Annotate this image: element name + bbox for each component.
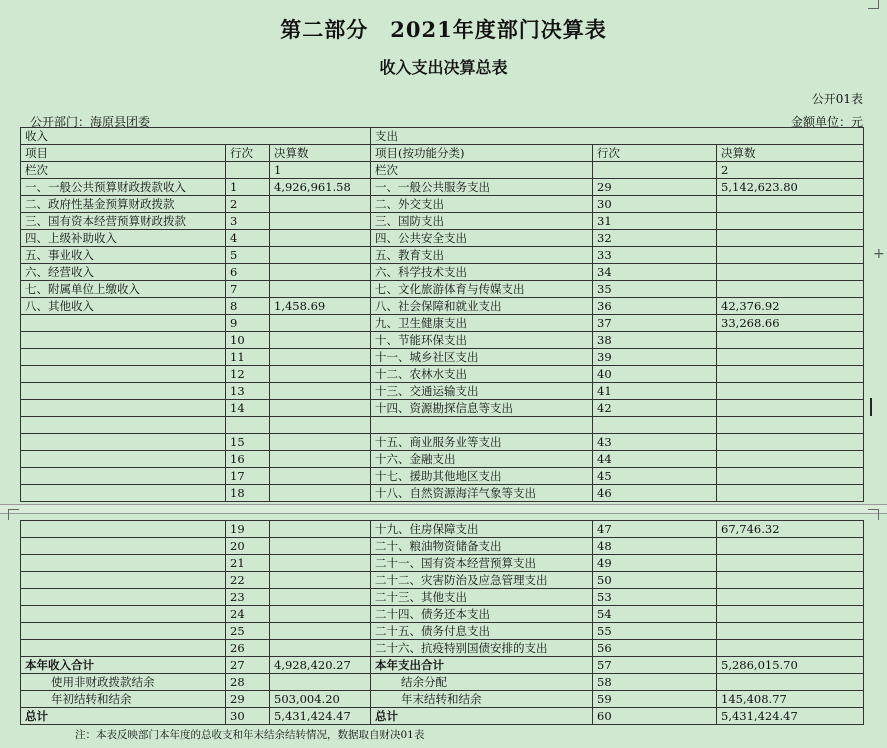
income-amount-cell — [270, 521, 371, 538]
table-row — [21, 196, 864, 213]
expense-item-cell: 十、节能环保支出 — [371, 332, 593, 349]
income-rowno-cell: 26 — [226, 640, 270, 657]
expense-rowno-cell: 56 — [593, 640, 717, 657]
income-rowno-cell: 14 — [226, 400, 270, 417]
income-item-cell — [21, 538, 226, 555]
income-amount-cell — [270, 349, 371, 366]
expense-amount-header: 决算数 — [717, 145, 864, 162]
income-item-cell — [21, 383, 226, 400]
add-row-plus-icon[interactable]: + — [873, 246, 885, 262]
page-corner-mark — [868, 0, 879, 9]
expense-rowno-cell: 48 — [593, 538, 717, 555]
expense-rowno-cell: 50 — [593, 572, 717, 589]
table-row — [21, 247, 864, 264]
expense-amount-cell — [717, 400, 864, 417]
income-amount-cell — [270, 674, 371, 691]
income-amount-cell — [270, 606, 371, 623]
table-row — [21, 555, 864, 572]
income-rowno-cell: 18 — [226, 485, 270, 502]
table-row — [21, 640, 864, 657]
income-col-blank — [226, 162, 270, 179]
table-row — [21, 606, 864, 623]
income-item-cell — [21, 451, 226, 468]
expense-amount-cell: 5,286,015.70 — [717, 657, 864, 674]
expense-item-cell: 六、科学技术支出 — [371, 264, 593, 281]
expense-col-blank — [593, 162, 717, 179]
income-item-cell: 一、一般公共预算财政拨款收入 — [21, 179, 226, 196]
income-amount-cell: 5,431,424.47 — [270, 708, 371, 725]
expense-rowno-cell — [593, 417, 717, 434]
table-row — [21, 417, 864, 434]
expense-item-cell: 十六、金融支出 — [371, 451, 593, 468]
expense-rowno-cell: 55 — [593, 623, 717, 640]
income-item-cell: 八、其他收入 — [21, 298, 226, 315]
income-amount-cell — [270, 417, 371, 434]
expense-col-index: 2 — [717, 162, 864, 179]
table-row — [21, 332, 864, 349]
expense-item-cell: 十一、城乡社区支出 — [371, 349, 593, 366]
income-item-cell: 五、事业收入 — [21, 247, 226, 264]
expense-item-cell: 二十二、灾害防治及应急管理支出 — [371, 572, 593, 589]
expense-amount-cell — [717, 196, 864, 213]
income-amount-cell — [270, 281, 371, 298]
expense-amount-cell — [717, 366, 864, 383]
income-rowno-cell: 15 — [226, 434, 270, 451]
expense-rowno-cell: 35 — [593, 281, 717, 298]
expense-amount-cell — [717, 451, 864, 468]
expense-item-cell: 十四、资源勘探信息等支出 — [371, 400, 593, 417]
expense-item-cell: 本年支出合计 — [371, 657, 593, 674]
income-expense-table-page1 — [20, 127, 864, 502]
income-amount-cell — [270, 213, 371, 230]
expense-amount-cell: 42,376.92 — [717, 298, 864, 315]
table-row — [21, 623, 864, 640]
income-amount-cell: 1,458.69 — [270, 298, 371, 315]
expense-rowno-cell: 31 — [593, 213, 717, 230]
expense-item-cell: 九、卫生健康支出 — [371, 315, 593, 332]
income-rowno-header: 行次 — [226, 145, 270, 162]
income-item-cell — [21, 434, 226, 451]
expense-item-header: 项目(按功能分类) — [371, 145, 593, 162]
income-col-index: 1 — [270, 162, 371, 179]
income-rowno-cell: 6 — [226, 264, 270, 281]
income-rowno-cell: 19 — [226, 521, 270, 538]
income-item-cell — [21, 417, 226, 434]
income-rowno-cell: 11 — [226, 349, 270, 366]
income-amount-cell — [270, 572, 371, 589]
table-row — [21, 366, 864, 383]
income-rowno-cell: 21 — [226, 555, 270, 572]
expense-item-cell: 结余分配 — [371, 674, 593, 691]
expense-rowno-cell: 34 — [593, 264, 717, 281]
income-rowno-cell — [226, 417, 270, 434]
income-rowno-cell: 23 — [226, 589, 270, 606]
expense-item-cell: 二十、粮油物资储备支出 — [371, 538, 593, 555]
table-row — [21, 572, 864, 589]
expense-item-cell: 八、社会保障和就业支出 — [371, 298, 593, 315]
income-item-cell — [21, 349, 226, 366]
footnote: 注：本表反映部门本年度的总收支和年末结余结转情况，数据取自财决01表 — [75, 729, 425, 741]
income-amount-cell: 4,926,961.58 — [270, 179, 371, 196]
expense-rowno-cell: 32 — [593, 230, 717, 247]
expense-rowno-cell: 29 — [593, 179, 717, 196]
expense-amount-cell — [717, 572, 864, 589]
income-amount-cell — [270, 538, 371, 555]
expense-rowno-cell: 41 — [593, 383, 717, 400]
income-amount-cell — [270, 555, 371, 572]
column-index-row — [21, 162, 864, 179]
expense-amount-cell — [717, 213, 864, 230]
table-row — [21, 691, 864, 708]
table-row — [21, 349, 864, 366]
expense-amount-cell — [717, 383, 864, 400]
expense-rowno-cell: 33 — [593, 247, 717, 264]
expense-item-cell: 十九、住房保障支出 — [371, 521, 593, 538]
table-row — [21, 298, 864, 315]
expense-rowno-cell: 40 — [593, 366, 717, 383]
income-rowno-cell: 20 — [226, 538, 270, 555]
income-amount-cell — [270, 434, 371, 451]
income-rowno-cell: 22 — [226, 572, 270, 589]
income-amount-cell: 4,928,420.27 — [270, 657, 371, 674]
income-rowno-cell: 10 — [226, 332, 270, 349]
page-separator — [0, 504, 887, 514]
table-row — [21, 179, 864, 196]
expense-rowno-cell: 42 — [593, 400, 717, 417]
income-amount-cell — [270, 485, 371, 502]
income-rowno-cell: 3 — [226, 213, 270, 230]
expense-rowno-cell: 53 — [593, 589, 717, 606]
income-rowno-cell: 16 — [226, 451, 270, 468]
expense-item-cell: 十五、商业服务业等支出 — [371, 434, 593, 451]
income-amount-cell — [270, 230, 371, 247]
income-amount-cell — [270, 332, 371, 349]
expense-amount-cell — [717, 349, 864, 366]
expense-rowno-cell: 57 — [593, 657, 717, 674]
expense-amount-cell — [717, 555, 864, 572]
income-item-cell — [21, 332, 226, 349]
income-rowno-cell: 2 — [226, 196, 270, 213]
income-col-label: 栏次 — [21, 162, 226, 179]
income-amount-cell — [270, 383, 371, 400]
income-rowno-cell: 4 — [226, 230, 270, 247]
income-item-cell — [21, 589, 226, 606]
expense-item-cell — [371, 417, 593, 434]
income-item-cell — [21, 623, 226, 640]
expense-rowno-cell: 30 — [593, 196, 717, 213]
expense-rowno-cell: 38 — [593, 332, 717, 349]
expense-rowno-cell: 54 — [593, 606, 717, 623]
table-row — [21, 315, 864, 332]
page-corner-mark-left — [8, 509, 19, 520]
income-amount-cell — [270, 640, 371, 657]
expense-rowno-cell: 58 — [593, 674, 717, 691]
income-amount-header: 决算数 — [270, 145, 371, 162]
expense-amount-cell: 33,268.66 — [717, 315, 864, 332]
income-rowno-cell: 13 — [226, 383, 270, 400]
expense-amount-cell — [717, 230, 864, 247]
table-row — [21, 674, 864, 691]
income-item-cell — [21, 400, 226, 417]
expense-amount-cell — [717, 247, 864, 264]
expense-section-header: 支出 — [371, 128, 864, 145]
expense-amount-cell — [717, 264, 864, 281]
expense-item-cell: 二十一、国有资本经营预算支出 — [371, 555, 593, 572]
income-rowno-cell: 17 — [226, 468, 270, 485]
expense-amount-cell — [717, 332, 864, 349]
income-item-cell — [21, 572, 226, 589]
expense-item-cell: 一、一般公共服务支出 — [371, 179, 593, 196]
income-rowno-cell: 24 — [226, 606, 270, 623]
expense-amount-cell — [717, 640, 864, 657]
table-row — [21, 657, 864, 674]
income-item-cell — [21, 521, 226, 538]
income-rowno-cell: 1 — [226, 179, 270, 196]
expense-amount-cell — [717, 674, 864, 691]
section-header-row — [21, 128, 864, 145]
expense-amount-cell — [717, 589, 864, 606]
table-row — [21, 434, 864, 451]
income-item-cell: 本年收入合计 — [21, 657, 226, 674]
income-amount-cell — [270, 264, 371, 281]
expense-amount-cell: 67,746.32 — [717, 521, 864, 538]
expense-item-cell: 二十五、债务付息支出 — [371, 623, 593, 640]
expense-item-cell: 四、公共安全支出 — [371, 230, 593, 247]
expense-item-cell: 二十六、抗疫特别国债安排的支出 — [371, 640, 593, 657]
income-amount-cell — [270, 589, 371, 606]
income-item-cell — [21, 606, 226, 623]
expense-rowno-cell: 43 — [593, 434, 717, 451]
income-item-cell — [21, 315, 226, 332]
expense-rowno-cell: 60 — [593, 708, 717, 725]
expense-item-cell: 二十四、债务还本支出 — [371, 606, 593, 623]
expense-rowno-cell: 36 — [593, 298, 717, 315]
form-number: 公开01表 — [811, 92, 863, 106]
income-amount-cell — [270, 468, 371, 485]
income-item-cell — [21, 640, 226, 657]
income-item-header: 项目 — [21, 145, 226, 162]
expense-amount-cell — [717, 485, 864, 502]
expense-item-cell: 三、国防支出 — [371, 213, 593, 230]
income-item-cell: 六、经营收入 — [21, 264, 226, 281]
expense-rowno-cell: 37 — [593, 315, 717, 332]
column-header-row — [21, 145, 864, 162]
income-rowno-cell: 8 — [226, 298, 270, 315]
table-row — [21, 281, 864, 298]
income-item-cell — [21, 468, 226, 485]
income-rowno-cell: 29 — [226, 691, 270, 708]
income-rowno-cell: 30 — [226, 708, 270, 725]
income-rowno-cell: 5 — [226, 247, 270, 264]
income-amount-cell — [270, 400, 371, 417]
expense-item-cell: 十八、自然资源海洋气象等支出 — [371, 485, 593, 502]
income-item-cell — [21, 555, 226, 572]
income-item-cell: 年初结转和结余 — [21, 691, 226, 708]
table-row — [21, 264, 864, 281]
expense-amount-cell — [717, 468, 864, 485]
table-row — [21, 383, 864, 400]
expense-item-cell: 十三、交通运输支出 — [371, 383, 593, 400]
income-item-cell: 二、政府性基金预算财政拨款 — [21, 196, 226, 213]
expense-item-cell: 二、外交支出 — [371, 196, 593, 213]
department-label: 公开部门：海原县团委 — [30, 115, 151, 129]
income-item-cell: 总计 — [21, 708, 226, 725]
expense-rowno-cell: 45 — [593, 468, 717, 485]
income-rowno-cell: 7 — [226, 281, 270, 298]
income-section-header: 收入 — [21, 128, 371, 145]
table-row — [21, 451, 864, 468]
page-corner-mark-right — [868, 509, 879, 520]
income-amount-cell — [270, 623, 371, 640]
table-row — [21, 485, 864, 502]
expense-rowno-cell: 39 — [593, 349, 717, 366]
income-item-cell: 四、上级补助收入 — [21, 230, 226, 247]
expense-amount-cell: 145,408.77 — [717, 691, 864, 708]
income-amount-cell: 503,004.20 — [270, 691, 371, 708]
income-item-cell: 三、国有资本经营预算财政拨款 — [21, 213, 226, 230]
income-amount-cell — [270, 451, 371, 468]
income-rowno-cell: 27 — [226, 657, 270, 674]
expense-amount-cell — [717, 623, 864, 640]
table-subtitle: 收入支出决算总表 — [379, 58, 508, 77]
expense-amount-cell — [717, 417, 864, 434]
income-item-cell — [21, 485, 226, 502]
table-row — [21, 230, 864, 247]
income-rowno-cell: 28 — [226, 674, 270, 691]
income-amount-cell — [270, 247, 371, 264]
expense-rowno-cell: 59 — [593, 691, 717, 708]
expense-amount-cell: 5,431,424.47 — [717, 708, 864, 725]
expense-rowno-cell: 49 — [593, 555, 717, 572]
expense-col-label: 栏次 — [371, 162, 593, 179]
income-amount-cell — [270, 366, 371, 383]
expense-item-cell: 总计 — [371, 708, 593, 725]
table-row — [21, 468, 864, 485]
income-amount-cell — [270, 315, 371, 332]
income-item-cell: 使用非财政拨款结余 — [21, 674, 226, 691]
page-title: 第二部分 2021年度部门决算表 — [280, 17, 607, 42]
income-rowno-cell: 9 — [226, 315, 270, 332]
expense-rowno-cell: 46 — [593, 485, 717, 502]
income-item-cell — [21, 366, 226, 383]
expense-rowno-header: 行次 — [593, 145, 717, 162]
table-row — [21, 538, 864, 555]
expense-rowno-cell: 44 — [593, 451, 717, 468]
expense-item-cell: 五、教育支出 — [371, 247, 593, 264]
text-cursor — [870, 398, 872, 416]
table-row — [21, 589, 864, 606]
expense-item-cell: 十七、援助其他地区支出 — [371, 468, 593, 485]
expense-amount-cell: 5,142,623.80 — [717, 179, 864, 196]
expense-item-cell: 二十三、其他支出 — [371, 589, 593, 606]
expense-rowno-cell: 47 — [593, 521, 717, 538]
table-row — [21, 400, 864, 417]
expense-amount-cell — [717, 606, 864, 623]
table-row — [21, 213, 864, 230]
income-amount-cell — [270, 196, 371, 213]
income-rowno-cell: 12 — [226, 366, 270, 383]
expense-item-cell: 十二、农林水支出 — [371, 366, 593, 383]
income-rowno-cell: 25 — [226, 623, 270, 640]
unit-label: 金额单位：元 — [790, 115, 863, 129]
expense-amount-cell — [717, 281, 864, 298]
expense-item-cell: 七、文化旅游体育与传媒支出 — [371, 281, 593, 298]
expense-amount-cell — [717, 538, 864, 555]
table-row — [21, 521, 864, 538]
income-expense-table-page2 — [20, 520, 864, 725]
expense-amount-cell — [717, 434, 864, 451]
income-item-cell: 七、附属单位上缴收入 — [21, 281, 226, 298]
expense-item-cell: 年末结转和结余 — [371, 691, 593, 708]
table-row — [21, 708, 864, 725]
